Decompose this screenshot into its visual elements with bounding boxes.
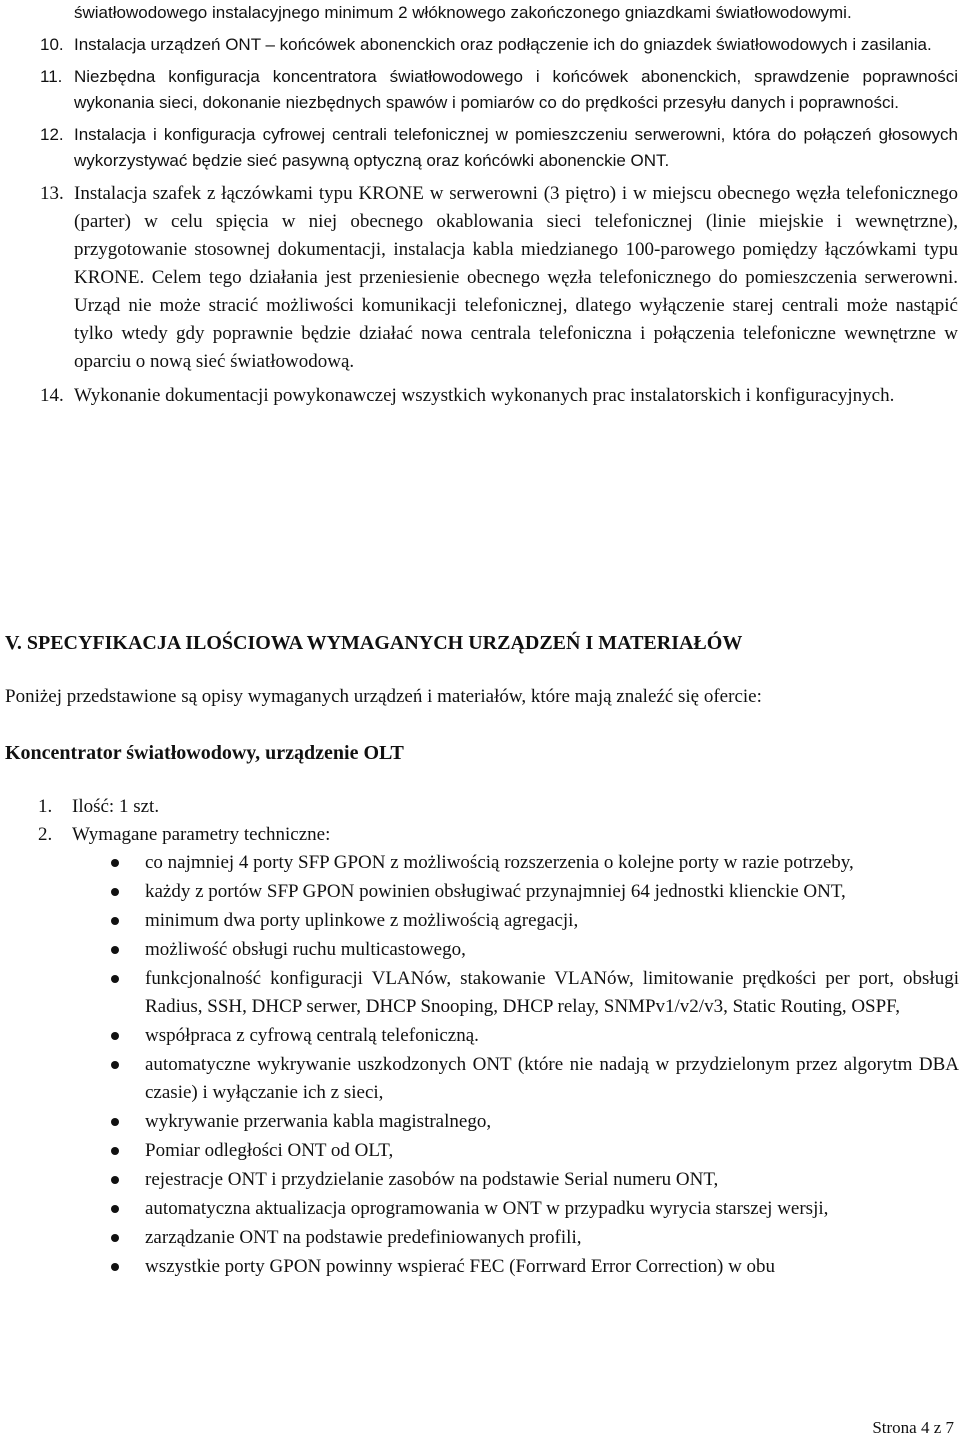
page-number-footer: Strona 4 z 7 (872, 1418, 954, 1437)
item-text: Instalacja i konfiguracja cyfrowej centrali telefonicznej w pomieszczeniu serwerowni, która do połączeń głosowych wykorzystywać będzie sieć pasywną optyczną oraz końcówki abonenckie ONT. (74, 125, 958, 170)
bullet-item (107, 936, 959, 964)
item-number: 14. (40, 385, 64, 406)
bullet-text: każdy z portów SFP GPON powinien obsługiwać przynajmniej 64 jednostki klienckie ONT, (145, 881, 846, 902)
bullet-icon (111, 1263, 119, 1271)
bullet-icon (111, 888, 119, 896)
requirements-bullet-list (107, 849, 959, 1282)
item-text: Ilość: 1 szt. (72, 796, 160, 817)
subsection-heading: Koncentrator światłowodowy, urządzenie OLT (5, 742, 404, 764)
bullet-item (107, 1137, 959, 1165)
intro-paragraph: Poniżej przedstawione są opisy wymaganych urządzeń i materiałów, które mają znaleźć się ofercie: (5, 686, 762, 707)
bullet-item (107, 1022, 959, 1050)
bullet-text: co najmniej 4 porty SFP GPON z możliwością rozszerzenia o kolejne porty w razie potrzeby, (145, 852, 854, 873)
list-item (40, 32, 958, 58)
item-number: 10. (40, 35, 64, 54)
item-text: Wymagane parametry techniczne: (72, 824, 331, 845)
item-text: Wykonanie dokumentacji powykonawczej wszystkich wykonanych prac instalatorskich i konfiguracyjnych. (74, 385, 895, 406)
item-number: 13. (40, 183, 64, 204)
bullet-text: zarządzanie ONT na podstawie predefiniowanych profili, (145, 1227, 582, 1248)
item-text: światłowodowego instalacyjnego minimum 2 włóknowego zakończonego gniazdkami światłowodowymi. (74, 3, 852, 22)
bullet-item (107, 1108, 959, 1136)
bullet-icon (111, 917, 119, 925)
bullet-item (107, 878, 959, 906)
bullet-icon (111, 1234, 119, 1242)
bullet-text: minimum dwa porty uplinkowe z możliwością agregacji, (145, 910, 579, 931)
bullet-text: wszystkie porty GPON powinny wspierać FEC (Forrward Error Correction) w obu (145, 1256, 776, 1277)
bullet-item (107, 1224, 959, 1252)
list-item (38, 793, 958, 821)
bullet-text: rejestracje ONT i przydzielanie zasobów na podstawie Serial numeru ONT, (145, 1169, 719, 1190)
bullet-icon (111, 975, 119, 983)
bullet-item (107, 965, 959, 1021)
bullet-item (107, 1253, 959, 1281)
bullet-text: możliwość obsługi ruchu multicastowego, (145, 939, 466, 960)
item-text: Instalacja urządzeń ONT – końcówek abonenckich oraz podłączenie ich do gniazdek światłowodowych i zasilania. (74, 35, 932, 54)
item-text: Instalacja szafek z łączówkami typu KRONE w serwerowni (3 piętro) i w miejscu obecnego węzła telefonicznego (parter) w celu spięcia w niej obecnego okablowania sieci telefonicznej (linie miejskie i wewnętrzne), przygotowanie stosownej dokumentacji, instalacja kabla miedzianego 100-parowego pomiędzy łączówkami typu KRONE. Celem tego działania jest przeniesienie obecnego węzła telefonicznego do pomieszczenia serwerowni. Urząd nie może stracić możliwości komunikacji telefonicznej, dlatego wyłączenie starej centrali może nastąpić tylko wtedy gdy poprawnie będzie działać nowa centrala telefoniczna i połączenia telefoniczne wewnętrzne w oparciu o nową sieć światłowodową. (74, 183, 958, 372)
bullet-icon (111, 1205, 119, 1213)
item-number: 1. (38, 796, 53, 817)
item-number: 12. (40, 125, 64, 144)
bullet-icon (111, 1118, 119, 1126)
list-item (40, 0, 958, 26)
numbered-list (40, 0, 958, 416)
bullet-text: automatyczne wykrywanie uszkodzonych ONT (które nie nadają w przydzielonym przez algorytm DBA czasie) i wyłączanie ich z sieci, (145, 1054, 959, 1103)
bullet-icon (111, 1032, 119, 1040)
bullet-icon (111, 1061, 119, 1069)
item-text: Niezbędna konfiguracja koncentratora światłowodowego i końcówek abonenckich, sprawdzenie poprawności wykonania sieci, dokonanie niezbędnych spawów i pomiarów co do prędkości przesyłu danych i poprawności. (74, 67, 958, 112)
list-item (40, 64, 958, 116)
bullet-icon (111, 859, 119, 867)
item-number: 2. (38, 824, 53, 845)
olt-numbered-list (38, 793, 958, 849)
bullet-text: wykrywanie przerwania kabla magistralnego, (145, 1111, 492, 1132)
bullet-icon (111, 946, 119, 954)
list-item (38, 821, 958, 849)
list-item (40, 122, 958, 174)
bullet-icon (111, 1147, 119, 1155)
section-heading: V. SPECYFIKACJA ILOŚCIOWA WYMAGANYCH URZĄDZEŃ I MATERIAŁÓW (5, 632, 743, 654)
bullet-item (107, 1166, 959, 1194)
bullet-item (107, 849, 959, 877)
bullet-item (107, 1051, 959, 1107)
bullet-text: współpraca z cyfrową centralą telefoniczną. (145, 1025, 479, 1046)
list-item (40, 180, 958, 376)
item-number: 11. (40, 67, 63, 86)
bullet-text: funkcjonalność konfiguracji VLANów, stakowanie VLANów, limitowanie prędkości per port, obsługi Radius, SSH, DHCP serwer, DHCP Snooping, DHCP relay, SNMPv1/v2/v3, Static Routing, OSPF, (145, 968, 959, 1017)
bullet-item (107, 1195, 959, 1223)
bullet-text: automatyczna aktualizacja oprogramowania w ONT w przypadku wyrycia starszej wersji, (145, 1198, 829, 1219)
list-item (40, 382, 958, 410)
bullet-icon (111, 1176, 119, 1184)
bullet-text: Pomiar odległości ONT od OLT, (145, 1140, 394, 1161)
bullet-item (107, 907, 959, 935)
